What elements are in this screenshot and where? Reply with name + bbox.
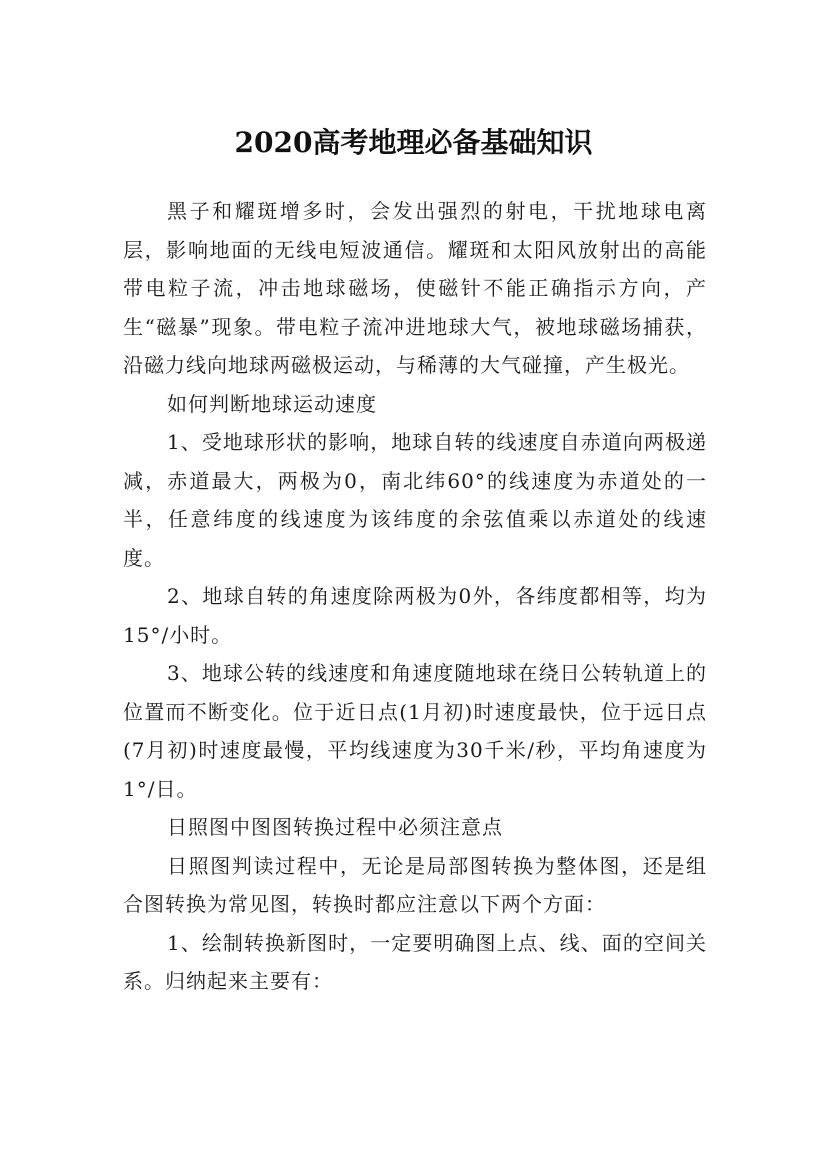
paragraph: 1、绘制转换新图时，一定要明确图上点、线、面的空间关系。归纳起来主要有： [123, 930, 707, 993]
paragraph: 黑子和耀斑增多时，会发出强烈的射电，干扰地球电离层，影响地面的无线电短波通信。耀斑和太阳风放射出的高能带电粒子流，冲击地球磁场，使磁针不能正确指示方向，产生“磁暴”现象。带电粒子流冲进地球大气，被地球磁场捕获，沿磁力线向地球两磁极运动，与稀薄的大气碰撞，产生极光。 [123, 199, 707, 377]
paragraph: 日照图判读过程中，无论是局部图转换为整体图，还是组合图转换为常见图，转换时都应注意以下两个方面： [123, 853, 707, 916]
document-body [123, 192, 707, 1001]
paragraph: 3、地球公转的线速度和角速度随地球在绕日公转轨道上的位置而不断变化。位于近日点(1月初)时速度最快，位于远日点(7月初)时速度最慢，平均线速度为30千米/秒，平均角速度为1°/日。 [123, 661, 707, 801]
section-heading: 如何判断地球运动速度 [167, 391, 377, 416]
document-title: 2020高考地理必备基础知识 [234, 125, 593, 159]
section-heading: 日照图中图图转换过程中必须注意点 [167, 815, 503, 839]
paragraph: 1、受地球形状的影响，地球自转的线速度自赤道向两极递减，赤道最大，两极为0，南北纬60°的线速度为赤道处的一半，任意纬度的线速度为该纬度的余弦值乘以赤道处的线速度。 [123, 430, 707, 570]
paragraph: 2、地球自转的角速度除两极为0外，各纬度都相等，均为15°/小时。 [123, 584, 707, 647]
